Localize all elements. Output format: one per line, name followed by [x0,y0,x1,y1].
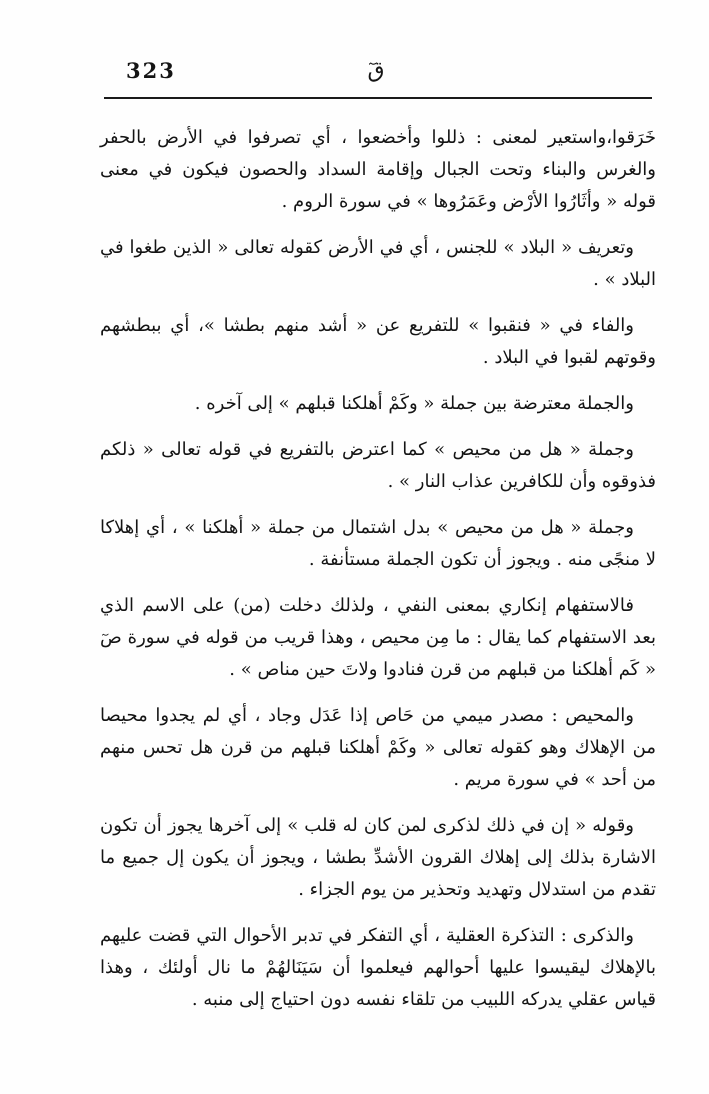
paragraph: خَرَقوا،واستعير لمعنى : ذللوا وأخضعوا ، أي تصرفوا في الأرض بالحفر والغرس والبناء وتحت الجبال وإقامة السداد والحصون فيكون في معنى قوله « وأثَارُوا الأرْض وعَمَرُوها » في سورة الروم . [100,127,656,212]
page-header [104,58,652,94]
paragraph: وجملة « هل من محيص » كما اعترض بالتفريع في قوله تعالى « ذلكم فذوقوه وأن للكافرين عذاب النار » . [100,439,656,492]
paragraph: وقوله « إن في ذلك لذكرى لمن كان له قلب » إلى آخرها يجوز أن تكون الاشارة بذلك إلى إهلاك القرون الأشدِّ بطشا ، ويجوز أن يكون إل جميع ما تقدم من استدلال وتهديد وتحذير من يوم الجزاء . [100,815,656,900]
surah-title: قٓ [367,58,385,83]
paragraph: وجملة « هل من محيص » بدل اشتمال من جملة « أهلكنا » ، أي إهلاكا لا منجًى منه . ويجوز أن تكون الجملة مستأنفة . [100,517,656,570]
paragraph: والذكرى : التذكرة العقلية ، أي التفكر في تدبر الأحوال التي قضت عليهم بالإهلاك ليقيسوا عليها أحوالهم فيعلموا أن سَيَنَالهُمْ ما نال أولئك ، وهذا قياس عقلي يدركه اللبيب من تلقاء نفسه دون احتياج إلى منبه . [100,925,656,1010]
paragraph: والجملة معترضة بين جملة « وكَمْ أهلكنا قبلهم » إلى آخره . [194,393,634,414]
paragraph: والمحيص : مصدر ميمي من حَاص إذا عَدَل وجاد ، أي لم يجدوا محيصا من الإهلاك وهو كقوله تعالى « وكَمْ أهلكنا قبلهم من قرن هل تحس منهم من أحد » في سورة مريم . [100,705,656,790]
header-divider [104,97,652,99]
body-text [100,122,656,1030]
paragraph: وتعريف « البلاد » للجنس ، أي في الأرض كقوله تعالى « الذين طغوا في البلاد » . [100,237,656,290]
page-number: 323 [126,58,176,83]
paragraph: فالاستفهام إنكاري بمعنى النفي ، ولذلك دخلت (من) على الاسم الذي بعد الاستفهام كما يقال : ما مِن محيص ، وهذا قريب من قوله في سورة صٓ « كَم أهلكنا من قبلهم من قرن فنادوا ولاتَ حين مناص » . [100,595,656,680]
paragraph: والفاء في « فنقبوا » للتفريع عن « أشد منهم بطشا »، أي ببطشهم وقوتهم لقبوا في البلاد . [100,315,656,368]
